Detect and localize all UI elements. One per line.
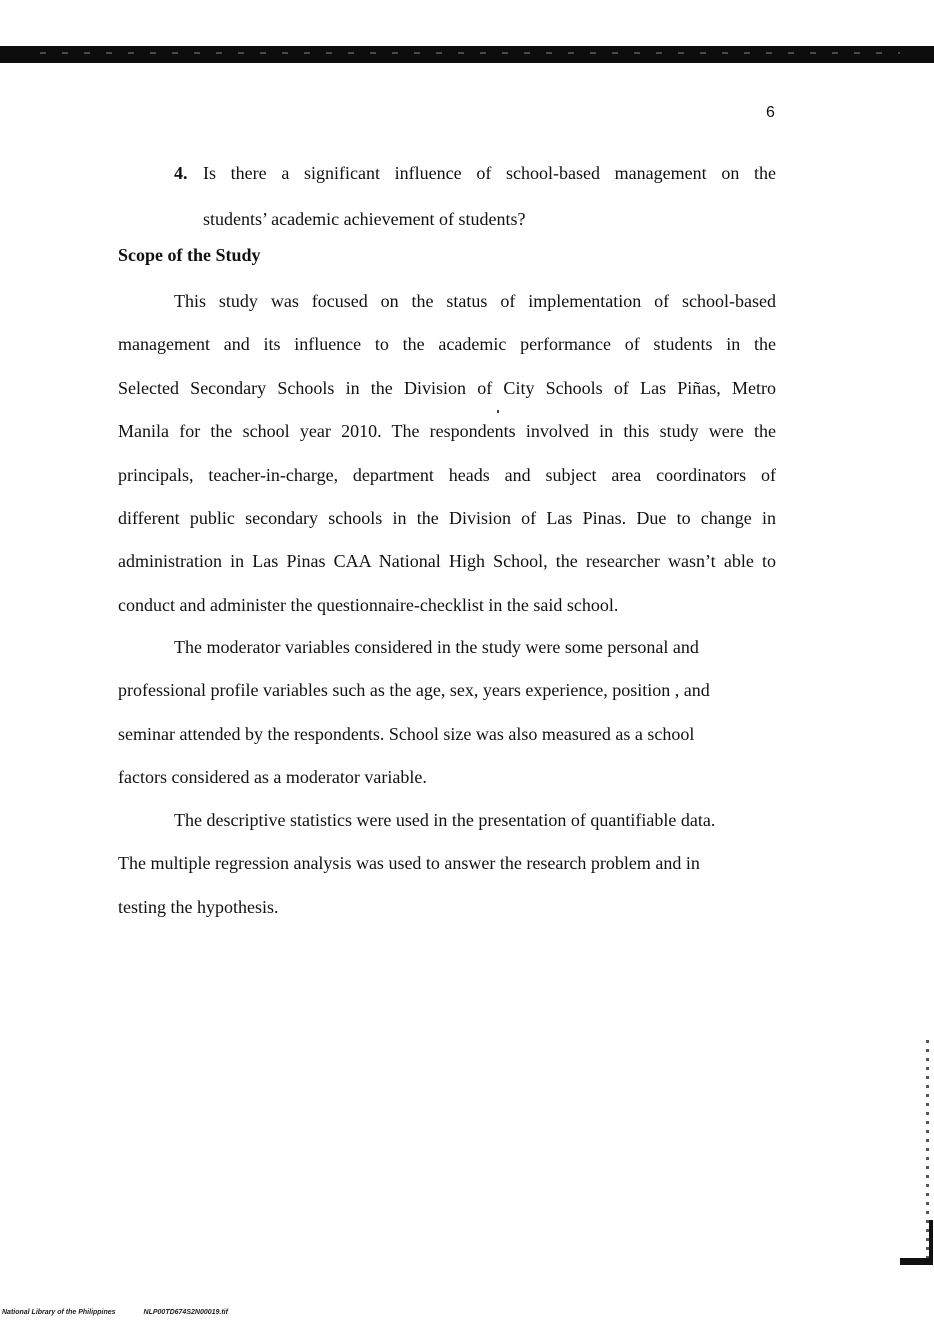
paragraph-line: Manila for the school year 2010. The respondents involved in this study were the xyxy=(118,421,776,442)
question-text-1: Is there a significant influence of school-based management on the xyxy=(203,163,776,183)
question-number: 4. xyxy=(174,163,188,183)
paragraph-line: professional profile variables such as the age, sex, years experience, position , and xyxy=(118,680,710,701)
question-line-2: students’ academic achievement of students? xyxy=(203,209,526,229)
paragraph-line: different public secondary schools in the Division of Las Pinas. Due to change in xyxy=(118,508,776,529)
paragraph-line: management and its influence to the academic performance of students in the xyxy=(118,334,776,355)
scan-footer xyxy=(2,1309,228,1316)
paragraph-scope xyxy=(118,280,776,627)
paragraph-line: principals, teacher-in-charge, department heads and subject area coordinators of xyxy=(118,464,776,485)
paragraph-line: The multiple regression analysis was used to answer the research problem and in xyxy=(118,853,700,874)
scan-speck xyxy=(497,410,499,413)
paragraph-line: The moderator variables considered in the study were some personal and xyxy=(174,637,699,657)
paragraph-line: testing the hypothesis. xyxy=(118,896,279,917)
section-heading: Scope of the Study xyxy=(118,245,261,265)
paragraph-moderator-variables xyxy=(118,626,738,800)
scan-corner-mark xyxy=(900,1258,932,1265)
paragraph-line: factors considered as a moderator variable. xyxy=(118,767,427,788)
scan-noise xyxy=(40,52,900,54)
paragraph-statistics xyxy=(118,799,758,929)
page-number: 6 xyxy=(766,104,775,121)
research-question-4 xyxy=(174,150,776,242)
paragraph-line: Selected Secondary Schools in the Division of City Schools of Las Piñas, Metro xyxy=(118,377,776,398)
scan-top-border xyxy=(0,46,934,63)
paragraph-line: This study was focused on the status of implementation of school-based xyxy=(174,291,776,311)
paragraph-line: administration in Las Pinas CAA National High School, the researcher wasn’t able to xyxy=(118,551,776,572)
question-line-1 xyxy=(174,150,776,196)
paragraph-line: The descriptive statistics were used in the presentation of quantifiable data. xyxy=(174,810,716,830)
paragraph-line: seminar attended by the respondents. School size was also measured as a school xyxy=(118,723,695,744)
footer-file-code: NLP00TD674S2N00019.tif xyxy=(143,1309,228,1316)
paragraph-line: conduct and administer the questionnaire-checklist in the said school. xyxy=(118,594,619,615)
footer-library: National Library of the Philippines xyxy=(2,1309,116,1316)
